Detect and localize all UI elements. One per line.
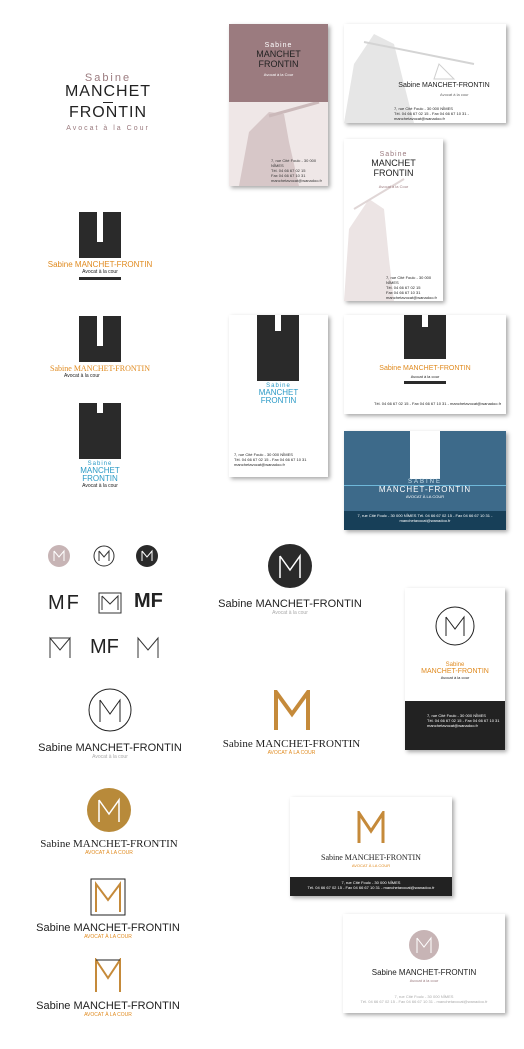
business-card-monogram-dark [405, 588, 505, 750]
card-last-name-1: MANCHET [258, 388, 299, 397]
card-contact [343, 994, 505, 1004]
card-phones: Tél. 04 66 67 02 15 - Fax 04 66 67 10 31 - manchetavocat@wanadoo.fr [307, 885, 435, 890]
business-card-statue-vertical [344, 139, 443, 301]
mf-logo-outline [30, 688, 190, 760]
robe-icon [257, 315, 299, 381]
card-name: Sabine MANCHET-FRONTIN [371, 968, 477, 977]
mf-boxed-icon [98, 592, 122, 614]
card-address: 7, rue Cité Foulc - 30 000 NÎMES [341, 880, 401, 885]
card-address: 7, rue Cité Foulc - 30 000 NÎMES [427, 713, 486, 718]
mf-logo-boxed [18, 878, 198, 940]
card-last-name-1: MANCHET [371, 158, 416, 168]
mf-logo-dark [210, 544, 370, 616]
mf-monogram-1-icon [48, 636, 72, 660]
business-card-mauve-monogram [343, 914, 505, 1013]
logo-tagline: Avocat à la cour [272, 610, 308, 616]
card-phones: Tél. 04 66 67 02 15 - Fax 04 66 67 10 31 - manchetavocat@wanadoo.fr [394, 111, 469, 121]
card-white-panel [410, 431, 440, 479]
logo-name: Sabine MANCHET-FRONTIN [218, 598, 362, 610]
card-phones: Tél. 04 66 67 02 15 - Fax 04 66 67 10 31 - manchetavocat@wanadoo.fr [360, 999, 488, 1004]
mf-monogram-gold-icon [272, 690, 312, 732]
mf-circle-dark-icon [136, 545, 158, 567]
card-first-name: Sabine [379, 151, 408, 158]
card-first-name: Sabine [445, 662, 465, 668]
mf-monogram-gold-icon [356, 811, 386, 845]
mf-logo-gold-gradient [204, 690, 379, 756]
card-contact [386, 275, 441, 300]
business-card-mauve [229, 24, 328, 186]
logo-tagline: AVOCAT À LA COUR [267, 750, 316, 756]
card-last-name-2: FRONTIN [258, 59, 299, 69]
card-tagline: Avocat à la Cour [263, 72, 294, 77]
card-footer: Tél. 04 66 67 02 15 - Fax 04 66 67 10 31 - manchetavocat@wanadoo.fr [374, 401, 502, 406]
logo-bar [79, 277, 121, 280]
card-email: manchetavocat@wanadoo.fr [427, 723, 478, 728]
logo-tagline: Avocat à la Cour [66, 125, 150, 132]
logo-tagline: Avocat à la cour [64, 373, 100, 379]
card-email: manchetavocat@wanadoo.fr [234, 462, 285, 467]
logo-last-name: MANCHET-FRONTIN [73, 364, 150, 373]
logo-divider [103, 102, 113, 103]
card-first-name: Sabine [264, 42, 293, 49]
logo-tagline: Avocat à la cour [82, 269, 118, 275]
business-card-statue-horizontal [344, 24, 506, 123]
card-header [229, 24, 328, 102]
card-fax: Fax 04 66 67 10 31 [271, 173, 306, 178]
mf-boxed-icon [90, 878, 126, 916]
mf-circle-mauve-icon [409, 930, 439, 960]
robe-icon [79, 212, 121, 258]
card-phones: Tél. 04 66 67 02 15 - Fax 04 66 67 10 31 [234, 457, 307, 462]
card-name: Sabine MANCHET-FRONTIN [379, 365, 471, 372]
card-brand [405, 662, 505, 680]
logo-first-name: Sabine [50, 364, 72, 373]
card-address: 7, rue Cité Foulc - 30 000 NÎMES [394, 106, 453, 111]
mf-monogram-2-icon [136, 636, 160, 660]
mf-circle-outline-icon [88, 688, 132, 732]
logo-name [34, 364, 166, 373]
card-tel: Tél. 04 66 67 02 15 [386, 285, 421, 290]
logo-last-name-1: MANCHET [80, 466, 120, 475]
card-first-name: SABINE [407, 479, 442, 485]
card-brand [344, 479, 506, 499]
card-brand [229, 383, 328, 405]
robe-logo-1 [40, 212, 160, 280]
card-contact [271, 158, 326, 183]
card-tagline: Avocat à la Cour [378, 184, 409, 189]
card-footer [290, 877, 452, 896]
mf-monogram-icon [93, 958, 123, 994]
card-bar [404, 381, 446, 384]
logo-name [40, 260, 160, 269]
mf-circle-mauve-icon [48, 545, 70, 567]
logo-tagline: AVOCAT À LA COUR [84, 934, 132, 940]
logo-first-name: Sabine [84, 72, 132, 84]
logo-name: Sabine MANCHET-FRONTIN [36, 922, 180, 934]
mf-logo-plain [18, 958, 198, 1018]
card-tel: Tél. 04 66 67 02 15 [271, 168, 306, 173]
card-tagline: AVOCAT À LA COUR [405, 494, 445, 499]
card-last-name-1: MANCHET [256, 49, 301, 59]
card-contact [394, 106, 504, 121]
card-tagline: Avocat à la cour [410, 374, 440, 379]
robe-logo-3 [40, 403, 160, 489]
robe-logo-2 [34, 316, 166, 379]
robe-icon [404, 315, 446, 359]
card-email: manchetavocat@wanadoo.fr [271, 178, 322, 183]
card-last-name: MANCHET-FRONTIN [378, 485, 472, 494]
mf-letters-1: MF [48, 592, 81, 614]
mf-circle-dark-icon [268, 544, 312, 588]
card-brand [344, 151, 443, 189]
logo-first-name: Sabine [47, 260, 73, 269]
card-fax: Fax 04 66 67 10 31 [386, 290, 421, 295]
card-footer: 7, rue Cité Foulc - 30 000 NÎMES Tél. 04 66 67 02 15 - Fax 04 66 67 10 31 - manchetavocat@wanadoo.fr [344, 511, 506, 530]
logo-last-name-1: MANCHET [64, 83, 152, 100]
card-tagline: Avocat à la cour [440, 92, 469, 97]
mf-letters-2: MF [90, 636, 119, 658]
card-name: Sabine MANCHET-FRONTIN [321, 853, 421, 862]
card-name: Sabine MANCHET-FRONTIN [398, 82, 490, 89]
business-card-robe-vertical [229, 315, 328, 477]
card-address: 7, rue Cité Foulc - 30 000 NÎMES [394, 994, 454, 999]
card-contact [234, 452, 324, 467]
logo-text-sabine [38, 72, 178, 132]
logo-last-name-2: FRONTIN [68, 104, 148, 121]
logo-name: Sabine MANCHET-FRONTIN [36, 1000, 180, 1012]
robe-icon [79, 316, 121, 362]
card-tagline: Avocat à la cour [440, 675, 470, 680]
card-last-name: MANCHET-FRONTIN [421, 668, 489, 675]
card-email: manchetavocat@wanadoo.fr [386, 295, 437, 300]
logo-first-name: Sabine [87, 461, 113, 467]
mf-circle-outline-icon [435, 606, 475, 646]
mf-letters-gold: MF [134, 590, 163, 612]
logo-name: Sabine MANCHET-FRONTIN [38, 742, 182, 754]
logo-last-name: MANCHET-FRONTIN [74, 260, 153, 269]
card-tagline: AVOCAT À LA COUR [351, 863, 391, 868]
logo-name: Sabine MANCHET-FRONTIN [40, 838, 178, 850]
card-address: 7, rue Cité Foulc - 30 000 NÎMES [271, 158, 317, 168]
card-contact [405, 701, 505, 750]
logo-tagline: Avocat à la cour [82, 483, 118, 489]
card-tagline: Avocat à la cour [409, 978, 439, 983]
mf-logo-gold-circle [24, 788, 194, 856]
logo-name: Sabine MANCHET-FRONTIN [222, 738, 361, 750]
business-card-blue [344, 431, 506, 530]
robe-icon [79, 403, 121, 459]
mf-circle-gold-icon [87, 788, 131, 832]
logo-tagline: AVOCAT À LA COUR [84, 1012, 132, 1018]
card-address: 7, rue Cité Foulc - 30 000 NÎMES [386, 275, 432, 285]
business-card-robe-horizontal [344, 315, 506, 414]
logo-tagline: AVOCAT À LA COUR [85, 850, 133, 856]
business-card-gold-monogram [290, 797, 452, 896]
card-last-name-2: FRONTIN [373, 168, 414, 178]
logo-tagline: Avocat à la cour [92, 754, 128, 760]
card-tel: Tél. 04 66 67 02 15 - Fax 04 66 67 10 31 [427, 718, 500, 723]
card-first-name: Sabine [266, 383, 291, 389]
card-last-name-2: FRONTIN [260, 396, 297, 405]
mf-circle-outline-icon [93, 545, 115, 567]
logo-last-name-2: FRONTIN [82, 474, 118, 483]
card-address: 7, rue Cité Foulc - 30 000 NÎMES [234, 452, 293, 457]
